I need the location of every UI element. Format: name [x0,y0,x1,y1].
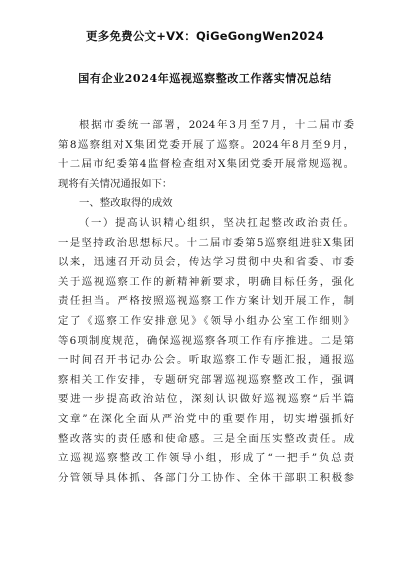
body-line-7: 一是坚持政治思想标尺。十二届市委第5巡察组进驻X集团 [58,236,354,249]
document-title: 国有企业2024年巡视巡察整改工作落实情况总结 [78,72,332,85]
body-line-3: 十二届市纪委第4监督检查组对X集团党委开展常规巡视。 [58,158,354,171]
subsection-heading-1: （一）提高认识精心组织，坚决扛起整改政治责任。 [79,216,354,229]
body-line-12: 等6项制度规范，确保巡视巡察各项工作有序推进。二是第 [58,334,354,347]
body-line-13: 一时间召开书记办公会。听取巡察工作专题汇报，通报巡 [58,354,354,367]
document-body [58,116,354,488]
body-line-17: 整改落实的责任感和使命感。三是全面压实整改责任。成 [58,432,354,445]
body-line-10: 责任担当。严格按照巡视巡察工作方案计划开展工作，制 [58,295,354,308]
body-line-15: 要进一步提高政治站位，深刻认识做好巡视巡察“后半篇 [58,393,354,406]
body-line-2: 第8巡察组对X集团党委开展了巡察。2024年8月至9月， [58,138,354,151]
body-line-19: 分管领导具体抓、各部门分工协作、全体干部职工积极参 [58,471,354,484]
body-line-14: 察相关工作安排，专题研究部署巡视巡察整改工作，强调 [58,373,354,386]
promo-header: 更多免费公文+VX：QiGeGongWen2024 [86,29,324,43]
body-line-18: 立巡视巡察整改工作领导小组，形成了“一把手”负总责 [58,452,354,465]
body-line-11: 定了《巡察工作安排意见》《领导小组办公室工作细则》 [58,314,354,327]
body-line-9: 关于巡视巡察工作的新精神新要求，明确目标任务，强化 [58,275,354,288]
body-line-8: 以来，迅速召开动员会，传达学习贯彻中央和省委、市委 [58,256,354,269]
section-heading-1: 一、整改取得的成效 [79,197,173,210]
body-line-16: 文章”在深化全面从严治党中的重要作用，切实增强抓好 [58,412,354,425]
body-line-1: 根据市委统一部署，2024年3月至7月，十二届市委 [79,119,354,131]
body-line-4: 现将有关情况通报如下： [58,177,173,190]
